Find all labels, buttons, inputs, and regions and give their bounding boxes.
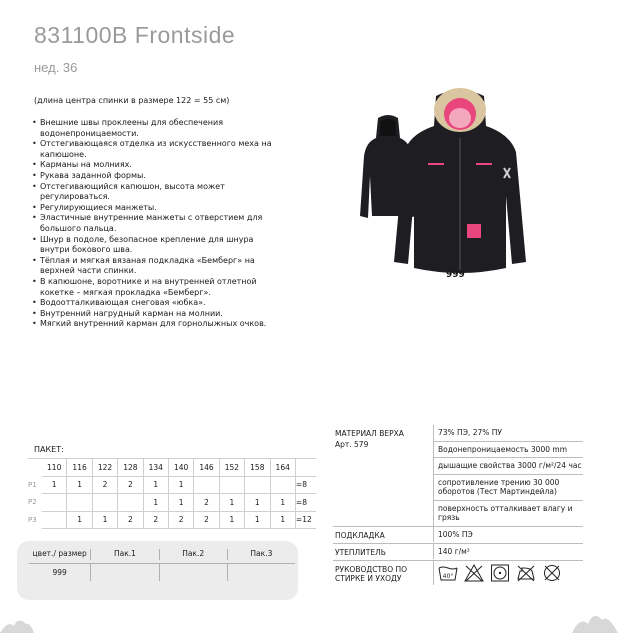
pack3-header: Пак.3 [250, 549, 273, 558]
feature-item: • Внутренний нагрудный карман на молнии. [32, 309, 272, 320]
color-code-label: 999 [446, 270, 465, 280]
insulation-value: 140 г/м² [433, 544, 583, 560]
size-cell: 146 [194, 459, 219, 477]
feature-list [32, 118, 272, 330]
no-bleach-icon [464, 564, 484, 582]
pack-cell: 1 [219, 494, 244, 512]
material-value: поверхность отталкивает влагу и грязь [433, 500, 583, 526]
jacket-illustration [340, 86, 540, 281]
color-cell: 999 [29, 564, 91, 581]
care-icons [433, 561, 583, 585]
pack-total: =8 [295, 476, 316, 494]
wash-40-icon [438, 564, 458, 582]
size-cell: 164 [270, 459, 295, 477]
pack2-header: Пак.2 [160, 549, 228, 560]
no-dry-clean-icon [542, 564, 562, 582]
delivery-week: нед. 36 [34, 60, 78, 75]
pack-cell: 2 [92, 476, 117, 494]
lining-value: 100% ПЭ [433, 527, 583, 543]
spec-care-row [333, 561, 583, 586]
pack-cell: 1 [67, 511, 92, 529]
pack-cell: 1 [270, 511, 295, 529]
material-value: сопротивление трению 30 000 оборотов (Тест Мартиндейла) [433, 474, 583, 500]
size-cell: 134 [143, 459, 168, 477]
pack-cell: 1 [67, 476, 92, 494]
color-table-header [29, 549, 295, 560]
pack-cell [92, 494, 117, 512]
pack-table [28, 458, 316, 529]
pack-cell: 2 [118, 476, 143, 494]
pack-cell: 1 [143, 476, 168, 494]
pack-cell: 1 [143, 494, 168, 512]
pack2-qty-cell[interactable] [160, 564, 228, 581]
color-pack-box [17, 541, 298, 600]
length-note: (длина центра спинки в размере 122 = 55 см) [34, 96, 230, 105]
feature-item: • Шнур в подоле, безопасное крепление для шнура внутри бокового шва. [32, 235, 272, 256]
tumble-dry-icon [490, 564, 510, 582]
size-header-row [28, 459, 316, 477]
insulation-label: УТЕПЛИТЕЛЬ [335, 547, 386, 557]
jacket-front-view [394, 88, 526, 273]
care-label: РУКОВОДСТВО ПО СТИРКЕ И УХОДУ [335, 564, 408, 583]
pack-cell [42, 511, 67, 529]
pack-cell [42, 494, 67, 512]
feature-item: • Мягкий внутренний карман для горнолыжных очков. [32, 319, 272, 330]
pack-cell: 2 [143, 511, 168, 529]
pack-row-label: P2 [28, 498, 37, 507]
feature-item: • Отстегивающийся капюшон, высота может регулироваться. [32, 182, 272, 203]
pack-cell: 1 [219, 511, 244, 529]
material-value: 73% ПЭ, 27% ПУ [433, 425, 583, 441]
pack-cell [194, 476, 219, 494]
feature-item: • Регулирующиеся манжеты. [32, 203, 272, 214]
feature-item: • В капюшоне, воротнике и на внутренней отлетной кокетке – мягкая прокладка «Бемберг». [32, 277, 272, 298]
feature-item: • Рукава заданной формы. [32, 171, 272, 182]
material-value: дышащие свойства 3000 г/м²/24 час [433, 457, 583, 474]
size-cell: 122 [92, 459, 117, 477]
size-cell: 128 [118, 459, 143, 477]
material-article: Арт. 579 [335, 440, 369, 449]
pack-cell [245, 476, 270, 494]
pack3-qty-cell[interactable] [228, 564, 295, 581]
pack-cell: 1 [92, 511, 117, 529]
lining-label: ПОДКЛАДКА [335, 530, 385, 540]
pack-total: =8 [295, 494, 316, 512]
pack1-header: Пак.1 [91, 549, 159, 560]
pack-cell: 2 [168, 511, 193, 529]
color-size-header: цвет./ размер [29, 549, 91, 560]
pack-row-label: P3 [28, 515, 37, 524]
pack-total: =12 [295, 511, 316, 529]
feature-item: • Отстегивающаяся отделка из искусственного меха на капюшоне. [32, 139, 272, 160]
pack-row [28, 511, 316, 529]
decorative-splash-icon [568, 606, 618, 633]
pack-cell [219, 476, 244, 494]
pack-cell: 1 [270, 494, 295, 512]
pack-row-label: P1 [28, 480, 37, 489]
no-iron-icon [516, 564, 536, 582]
product-title: 831100B Frontside [34, 22, 236, 48]
feature-item: • Эластичные внутренние манжеты с отверстием для большого пальца. [32, 213, 272, 234]
pack1-qty-cell[interactable] [91, 564, 159, 581]
pack-cell: 1 [42, 476, 67, 494]
feature-item: • Водоотталкивающая снеговая «юбка». [32, 298, 272, 309]
size-cell: 116 [67, 459, 92, 477]
size-cell: 140 [168, 459, 193, 477]
material-value: Водонепроницаемость 3000 mm [433, 441, 583, 458]
size-cell: 152 [219, 459, 244, 477]
pack-cell: 1 [245, 511, 270, 529]
pack-cell: 1 [245, 494, 270, 512]
color-table-row [29, 563, 295, 581]
size-cell: 110 [42, 459, 67, 477]
size-cell: 158 [245, 459, 270, 477]
pack-cell: 1 [168, 476, 193, 494]
spec-table [333, 425, 583, 586]
pack-row [28, 494, 316, 512]
pack-cell [270, 476, 295, 494]
pack-cell: 1 [168, 494, 193, 512]
feature-item: • Тёплая и мягкая вязаная подкладка «Бемберг» на верхней части спинки. [32, 256, 272, 277]
feature-item: • Карманы на молниях. [32, 160, 272, 171]
pack-title: ПАКЕТ: [34, 445, 64, 454]
spec-lining-row [333, 527, 583, 544]
pack-cell: 2 [194, 511, 219, 529]
spec-material-row [333, 425, 583, 527]
spec-insulation-row [333, 544, 583, 561]
wash-temp-label: 40° [442, 572, 454, 580]
pack-cell [118, 494, 143, 512]
pack-row [28, 476, 316, 494]
pack-cell: 2 [118, 511, 143, 529]
feature-item: • Внешние швы проклеены для обеспечения водонепроницаемости. [32, 118, 272, 139]
pack-cell [67, 494, 92, 512]
material-label: МАТЕРИАЛ ВЕРХА [335, 429, 404, 438]
decorative-splash-icon [0, 612, 40, 633]
pack-cell: 2 [194, 494, 219, 512]
